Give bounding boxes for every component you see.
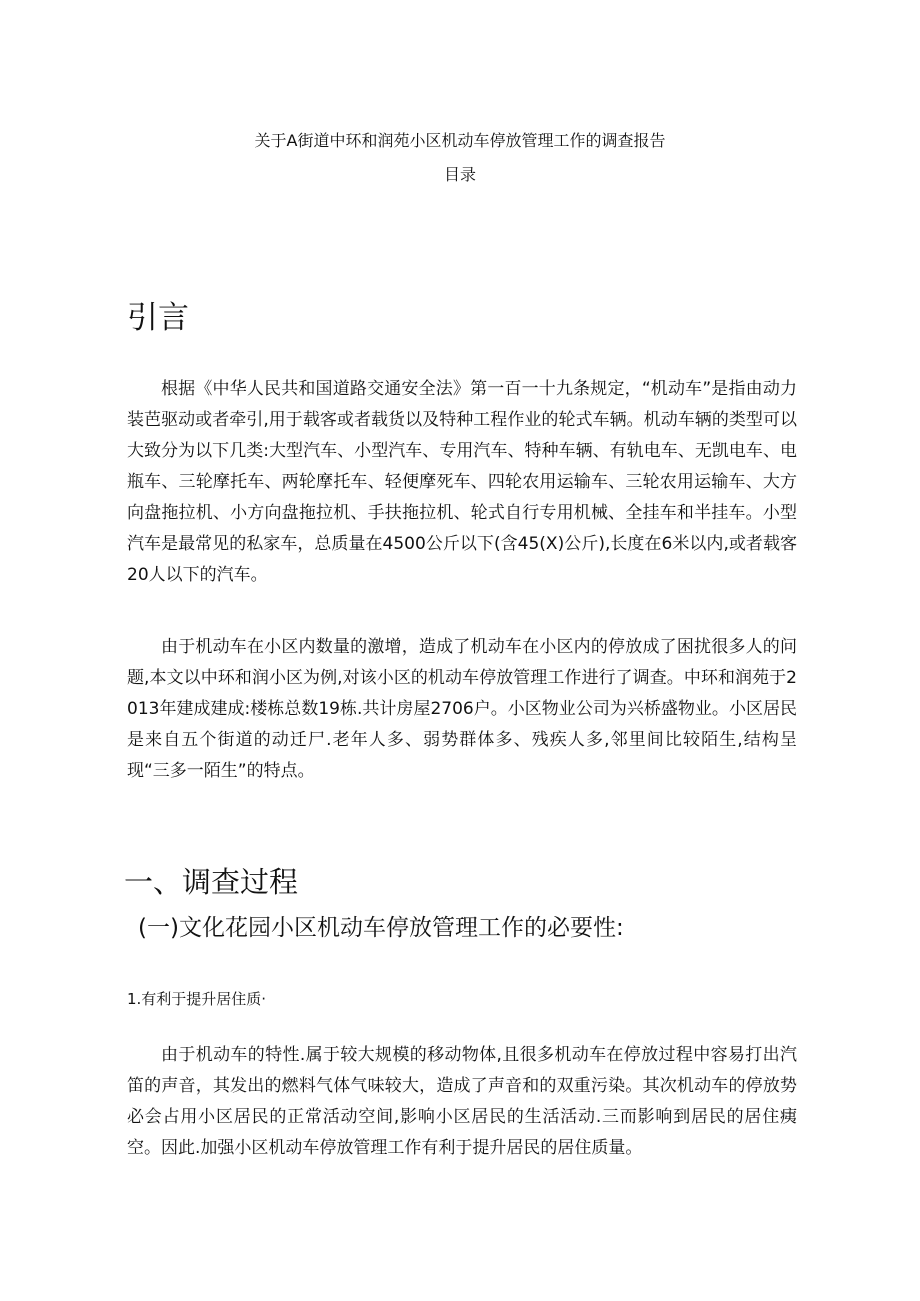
table-of-contents-label: 目录 bbox=[443, 165, 476, 184]
section-1-subheading: (一)文化花园小区机动车停放管理工作的必要性: bbox=[138, 915, 624, 941]
intro-paragraph-2: 由于机动车在小区内数量的激增，造成了机动车在小区内的停放成了困扰很多人的问题,本文以中环和润小区为例,对该小区的机动车停放管理工作进行了调查。中环和润苑于2013年建成建成:楼栋总数19栋.共计房屋2706户。小区物业公司为兴桥盛物业。小区居民是来自五个街道的动迁尸.老年人多、弱势群体多、残疾人多,邻里间比较陌生,结构呈现“三多一陌生”的特点。 bbox=[127, 637, 797, 781]
document-title: 关于A街道中环和润苑小区机动车停放管理工作的调查报告 bbox=[254, 131, 666, 150]
item-1-heading: 1.有利于提升居住质· bbox=[127, 990, 267, 1008]
intro-heading: 引言 bbox=[127, 300, 189, 336]
item-1-paragraph: 由于机动车的特性.属于较大规模的移动物体,且很多机动车在停放过程中容易打出汽笛的声音，其发出的燃料气体气味较大，造成了声音和的双重污染。其次机动车的停放势必会占用小区居民的正常活动空间,影响小区居民的生活活动.三而影响到居民的居住痍空。因此.加强小区机动车停放管理工作有利于提升居民的居住质量。 bbox=[127, 1045, 797, 1158]
intro-paragraph-1: 根据《中华人民共和国道路交通安全法》第一百一十九条规定，“机动车”是指由动力装芭驱动或者牵引,用于载客或者载货以及特种工程作业的轮式车辆。机动车辆的类型可以大致分为以下几类:大型汽车、小型汽车、专用汽车、特种车辆、有轨电车、无凯电车、电瓶车、三轮摩托车、两轮摩托车、轻便摩死车、四轮农用运输车、三轮农用运输车、大方向盘拖拉机、小方向盘拖拉机、手扶拖拉机、轮式自行专用机械、全挂车和半挂车。小型汽车是最常见的私家车，总质量在4500公斤以下(含45(X)公斤),长度在6米以内,或者载客20人以下的汽车。 bbox=[127, 379, 797, 585]
section-1-heading: 一、调查过程 bbox=[124, 865, 299, 899]
